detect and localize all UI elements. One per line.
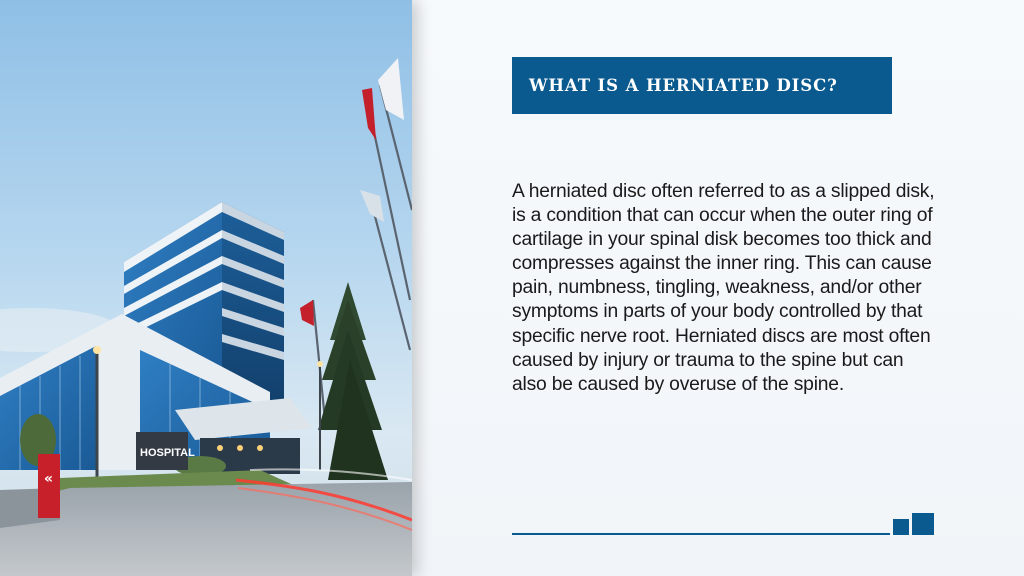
footer-divider-line <box>512 533 890 535</box>
decorative-square-large <box>912 513 934 535</box>
decorative-square-small <box>893 519 909 535</box>
slide-title: WHAT IS A HERNIATED DISC? <box>529 76 838 95</box>
hospital-photo <box>0 0 412 576</box>
chevron-icon: « <box>44 471 54 487</box>
body-paragraph: A herniated disc often referred to as a slipped disk, is a condition that can occur when the outer ring of cartilage in your spinal disk becomes too thick and compresses against the inner ring. This can cause pain, numbness, tingling, weakness, and/or other symptoms in parts of your body controlled by that specific nerve root. Herniated discs are most often caused by injury or trauma to the spine but can also be caused by overuse of the spine. <box>512 181 935 395</box>
title-bar <box>512 57 892 114</box>
hospital-sign-text: HOSPITAL <box>140 447 195 459</box>
